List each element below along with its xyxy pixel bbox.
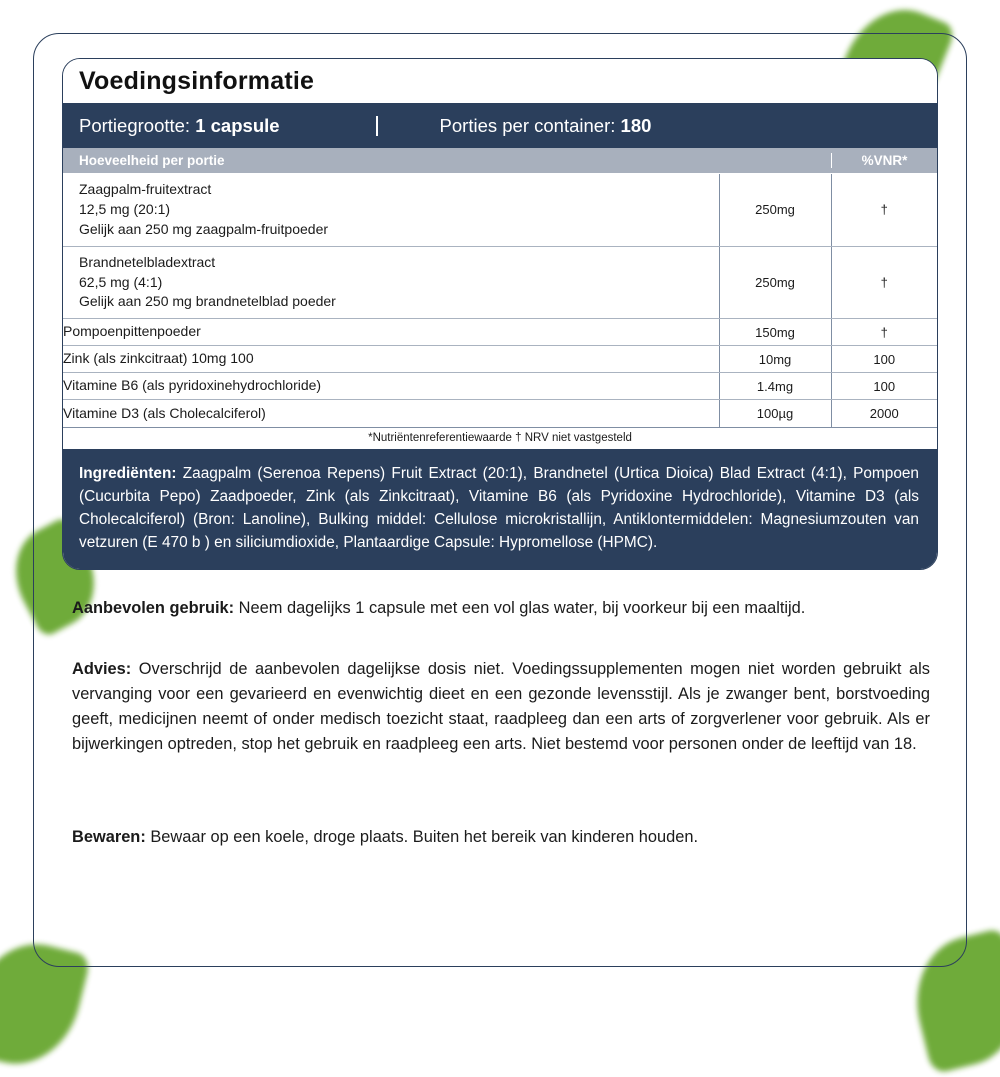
serving-size-value: 1 capsule [195,114,280,136]
recommended-usage-paragraph [72,596,930,621]
lower-info-section [72,596,930,880]
nutrient-detail-1: 12,5 mg (20:1) [79,200,171,217]
header-amount-per-serving: Hoeveelheid per portie [79,153,225,168]
nutrient-nrv: † [831,319,937,346]
nutrient-name: Zaagpalm-fruitextract [79,181,212,197]
nutrient-detail-1: 62,5 mg (4:1) [79,273,163,290]
ingredients-label: Ingrediënten: [79,464,177,482]
nutrient-name: Pompoenpittenpoeder [63,323,201,340]
nutrient-name-cell [63,246,719,319]
storage-paragraph [72,825,930,850]
leaf-decoration-bottom-left [0,931,91,1076]
nutrient-name: Zink (als zinkcitraat) 10mg 100 [63,350,254,367]
page-title: Voedingsinformatie [79,66,315,95]
nutrient-nrv: 2000 [869,406,899,421]
nutrient-amount: 150mg [719,319,831,346]
table-row [63,319,937,346]
nutrient-name: Vitamine B6 (als pyridoxinehydrochloride) [63,377,322,394]
nutrient-name: Vitamine D3 (als Cholecalciferol) [63,404,266,421]
nutrient-nrv: 100 [831,346,937,373]
nutrition-facts-panel [62,58,938,570]
servings-per-container-value: 180 [620,114,652,136]
nutrient-amount: 100µg [719,400,831,427]
recommended-usage-text: Neem dagelijks 1 capsule met een vol glas water, bij voorkeur bij een maaltijd. [234,599,806,617]
recommended-usage-label: Aanbevolen gebruik: [72,599,235,617]
nutrient-name-cell [63,373,719,400]
advice-text: Overschrijd de aanbevolen dagelijkse dosis niet. Voedingssupplementen mogen niet worden gebruikt als vervanging voor een gevarieerd en evenwichtig dieet en een gezonde levensstijl. Als je zwanger bent, borstvoeding geeft, medicijnen neemt of onder medisch toezicht staat, raadpleeg dan een arts of zorgverlener voor gebruik. Als er bijwerkingen optreden, stop het gebruik en raadpleeg een arts. Niet bestemd voor personen onder de leeftijd van 18. [72,659,930,753]
table-footnote: *Nutriëntenreferentiewaarde † NRV niet vastgesteld [63,427,937,449]
table-row [63,174,937,246]
ingredients-text: Zaagpalm (Serenoa Repens) Fruit Extract (20:1), Brandnetel (Urtica Dioica) Blad Extract (4:1), Pompoen (Cucurbita Pepo) Zaadpoeder, Zink (als Zinkcitraat), Vitamine B6 (als Pyridoxine Hydrochloride), Vitamine D3 (als Cholecalciferol) (Bron: Lanoline), Bulking middel: Cellulose microkristallijn, Antiklontermiddelen: Magnesiumzouten van vetzuren (E 470 b ) en siliciumdioxide, Plantaardige Capsule: Hypromellose (HPMC). [79,464,919,552]
table-row [63,246,937,319]
nutrient-amount: 10mg [719,346,831,373]
table-row [63,373,937,400]
serving-size-label: Portiegrootte: [79,114,191,136]
table-row [63,400,937,427]
nutrient-nrv: † [831,246,937,319]
table-row [63,346,937,373]
table-column-headers [63,148,937,174]
nutrient-detail-2: Gelijk aan 250 mg brandnetelblad poeder [79,293,336,310]
nutrient-name-cell [63,346,719,373]
nutrient-amount: 250mg [719,174,831,246]
header-nrv: %VNR* [831,153,937,168]
advice-paragraph [72,657,930,757]
nutrient-amount: 250mg [719,246,831,319]
nutrition-table [63,174,937,427]
serving-divider [376,116,378,136]
advice-label: Advies: [72,659,132,678]
ingredients-panel [63,449,937,569]
nutrition-table-body [63,174,937,427]
panel-title-bar [63,59,937,103]
leaf-decoration-bottom-right [902,927,1000,1074]
nutrient-name-cell [63,319,719,346]
nutrient-nrv: † [831,174,937,246]
storage-text: Bewaar op een koele, droge plaats. Buiten het bereik van kinderen houden. [145,827,698,846]
serving-size-group [79,115,280,137]
nutrient-amount: 1.4mg [719,373,831,400]
servings-per-container-group [440,115,652,137]
nutrient-nrv: 100 [831,373,937,400]
serving-info-bar [63,103,937,148]
nutrient-name-cell [63,400,719,427]
nutrient-name-cell [63,174,719,246]
servings-per-container-label: Porties per container: [439,114,616,136]
storage-label: Bewaren: [72,827,146,846]
nutrient-detail-2: Gelijk aan 250 mg zaagpalm-fruitpoeder [79,220,329,237]
nutrient-name: Brandnetelbladextract [79,253,216,270]
